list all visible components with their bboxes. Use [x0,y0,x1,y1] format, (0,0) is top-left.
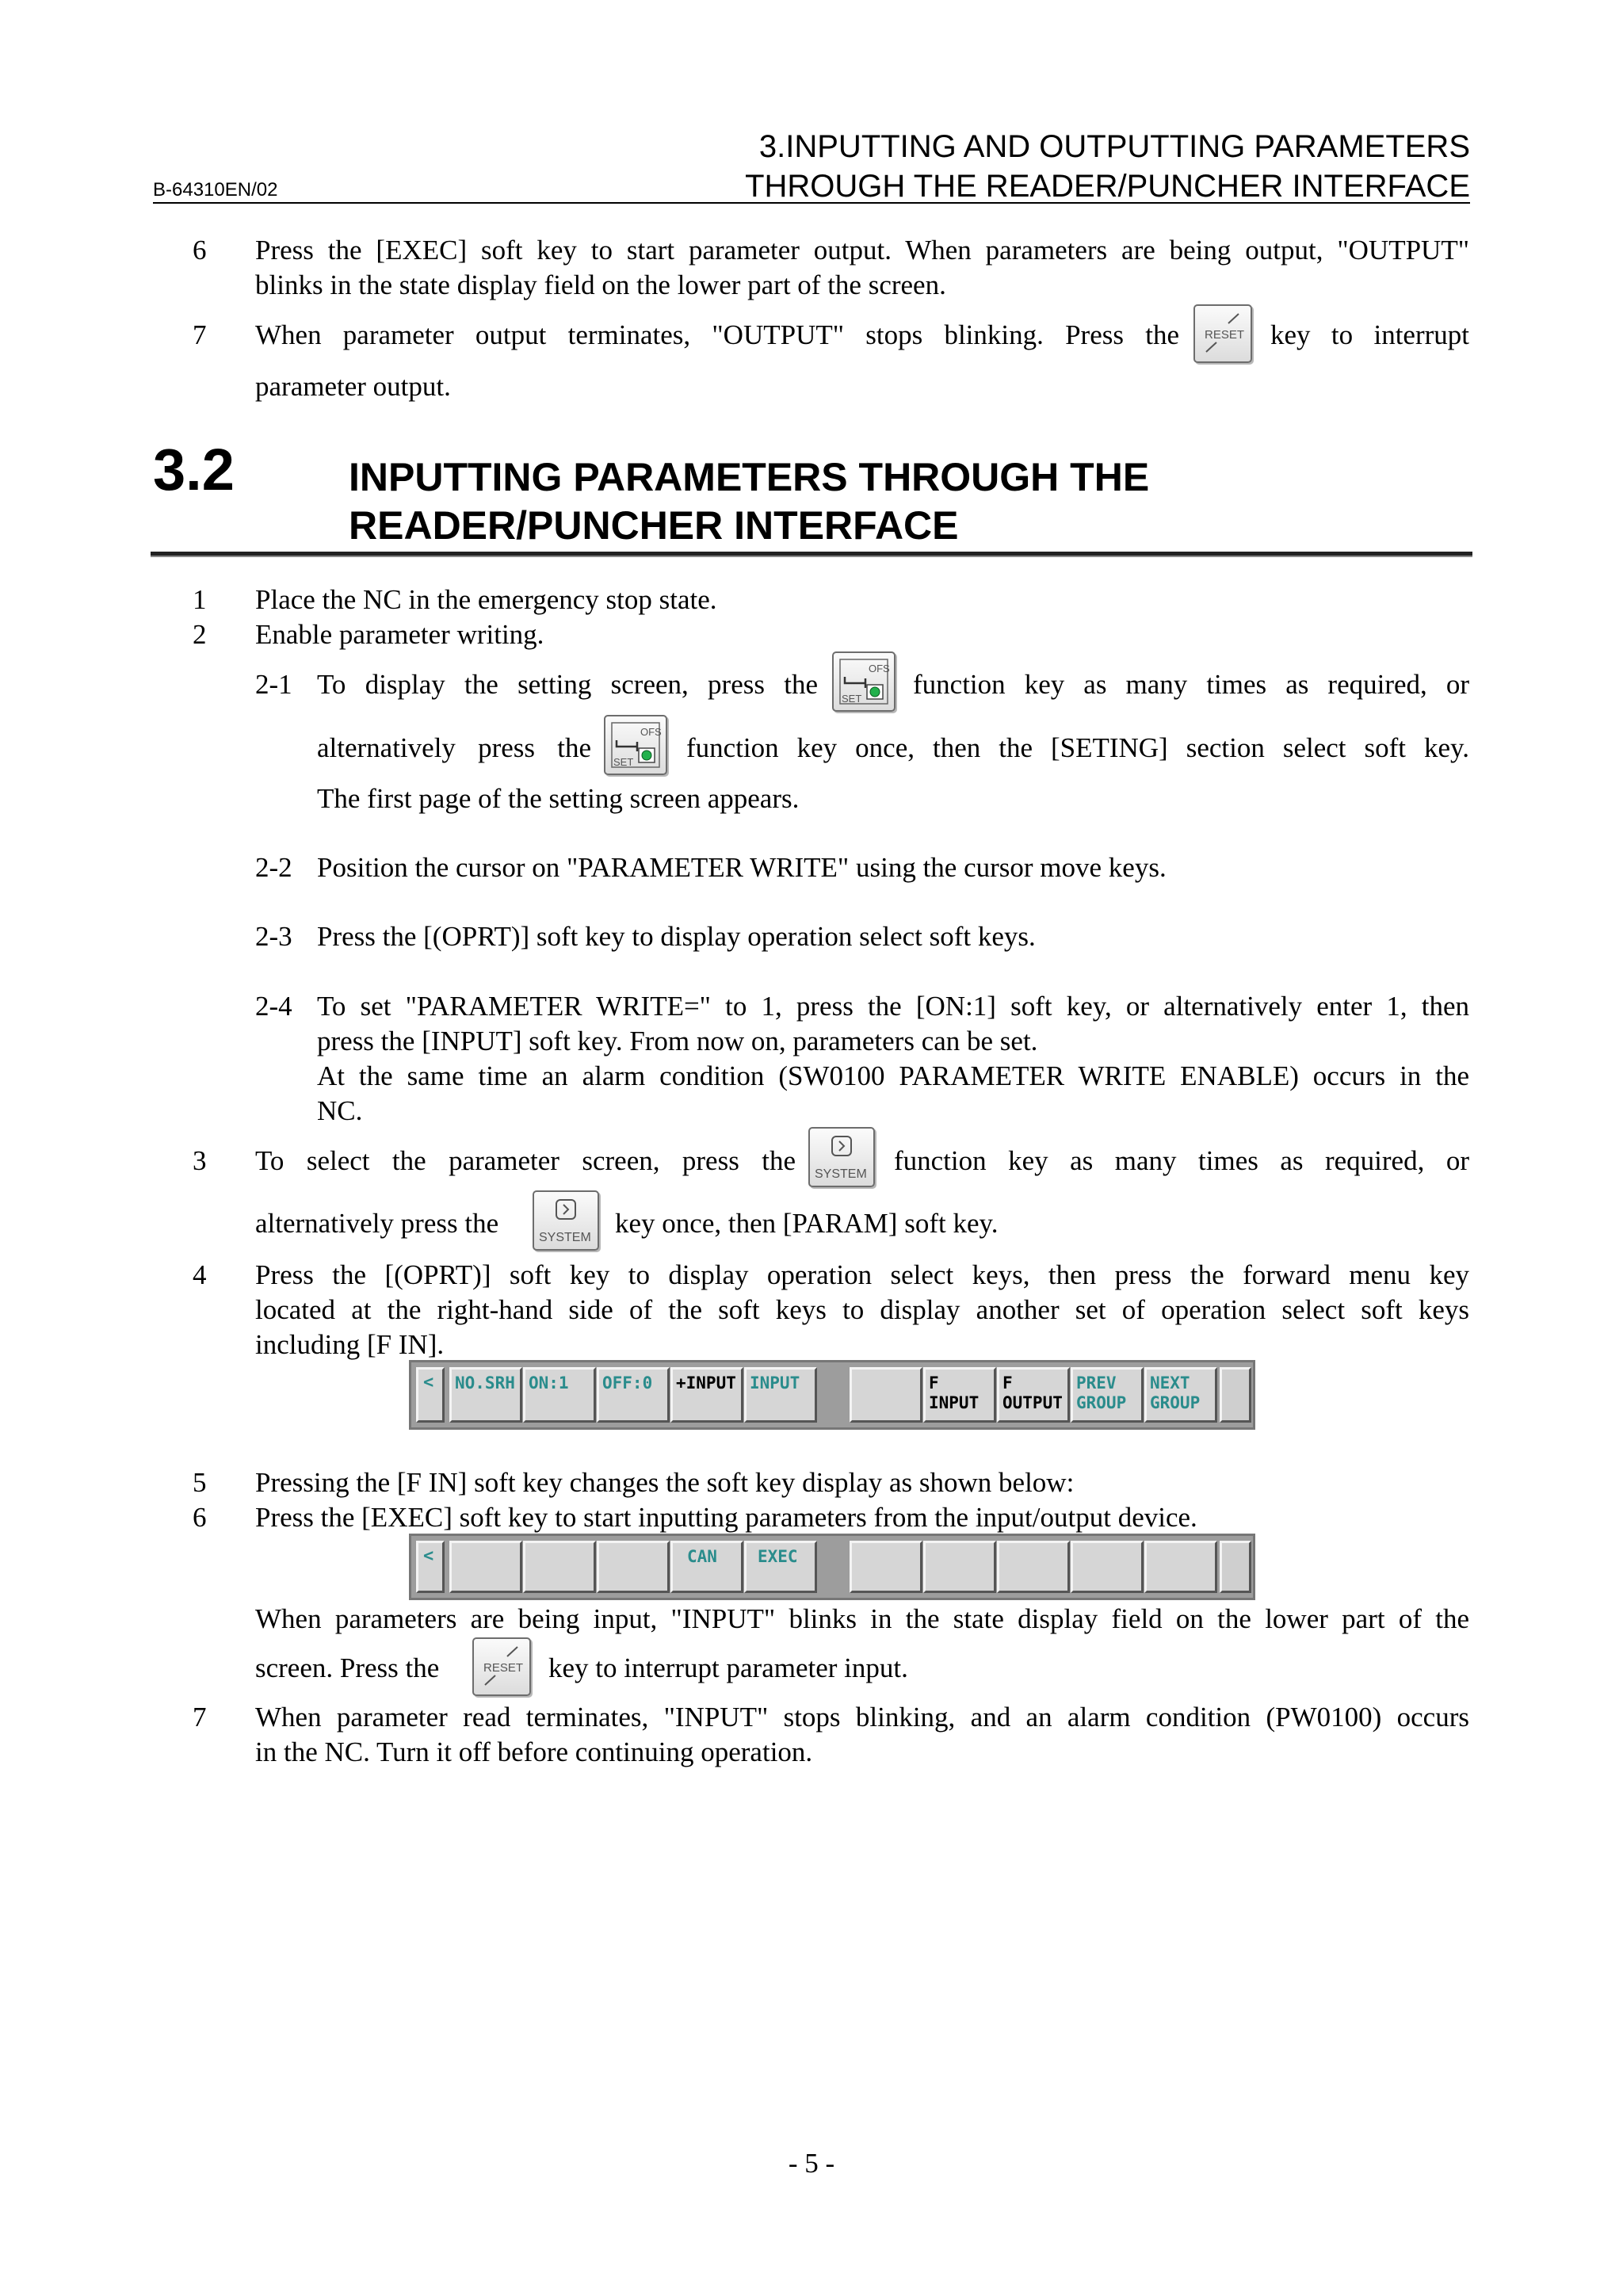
step-1-number: 1 [193,584,207,615]
soft-key-f-input-line2: INPUT [929,1393,980,1412]
prev-step-6-number: 6 [193,235,207,266]
step-1-text: Place the NC in the emergency stop state. [255,584,717,615]
soft-key-blank-4[interactable] [850,1541,922,1593]
soft-key-back-arrow[interactable]: < [416,1367,445,1423]
soft-key-blank-8[interactable] [1144,1541,1217,1593]
document-id: B-64310EN/02 [153,179,278,201]
soft-key-forward-menu[interactable] [1220,1367,1251,1423]
step-2-number: 2 [193,619,207,650]
soft-key-back-arrow-2[interactable]: < [416,1541,445,1593]
step-3-text-after: function key as many times as required, or [894,1145,1469,1176]
step-5-number: 5 [193,1467,207,1498]
soft-key-exec[interactable]: EXEC [744,1541,817,1593]
soft-key-blank-6[interactable] [997,1541,1070,1593]
page-number: - 5 - [788,2148,835,2179]
soft-key-on-1[interactable]: ON:1 [523,1367,596,1423]
svg-text:SYSTEM: SYSTEM [815,1167,867,1181]
soft-key-bar-1 [409,1360,1255,1430]
header-title-line2: THROUGH THE READER/PUNCHER INTERFACE [745,169,1470,204]
soft-key-can[interactable]: CAN [670,1541,743,1593]
ofs-set-key-icon-2 [604,715,667,775]
step-2-text: Enable parameter writing. [255,619,544,650]
soft-key-prev-line2: GROUP [1076,1393,1127,1412]
header-title-line1: 3.INPUTTING AND OUTPUTTING PARAMETERS [758,129,1470,164]
step-3-text: To select the parameter screen, press the [255,1145,796,1176]
step-2-3-text: Press the [(OPRT)] soft key to display operation select soft keys. [317,921,1036,952]
step-6-number: 6 [193,1502,207,1533]
ofs-set-key-icon [832,651,896,712]
prev-step-6-line1: Press the [EXEC] soft key to start parameter output. When parameters are being output, "OUTPUT" [255,235,1469,266]
soft-key-f-output[interactable] [997,1367,1070,1423]
step-3-line2-after: key once, then [PARAM] soft key. [615,1208,999,1239]
svg-text:RESET: RESET [1205,328,1245,342]
section-title-line2: READER/PUNCHER INTERFACE [349,503,959,548]
soft-key-f-output-line2: OUTPUT [1002,1393,1063,1412]
soft-key-f-input[interactable] [923,1367,996,1423]
soft-key-blank-2[interactable] [523,1541,596,1593]
soft-key-forward-menu-2[interactable] [1220,1541,1251,1593]
section-number: 3.2 [153,437,235,502]
soft-key-next-line2: GROUP [1150,1393,1201,1412]
soft-key-plus-input[interactable]: +INPUT [670,1367,743,1423]
svg-text:RESET: RESET [483,1661,524,1675]
step-2-1-text: To display the setting screen, press the [317,669,818,700]
svg-text:OFS: OFS [869,663,890,674]
soft-key-blank-7[interactable] [1071,1541,1144,1593]
prev-step-7-text-after: key to interrupt [1270,319,1469,350]
system-key-icon-2 [533,1190,599,1251]
system-key-icon [808,1127,875,1187]
soft-key-f-output-line1: F [1002,1373,1013,1392]
soft-key-off-0[interactable]: OFF:0 [597,1367,670,1423]
step-6-cont-line2: screen. Press the [255,1652,440,1683]
prev-step-7-number: 7 [193,319,207,350]
soft-key-prev-line1: PREV [1076,1373,1117,1392]
soft-key-no-srh[interactable]: NO.SRH [449,1367,522,1423]
step-6-cont-line1: When parameters are being input, "INPUT" blinks in the state display field on the lower part of the [255,1603,1469,1634]
soft-key-blank-3[interactable] [597,1541,670,1593]
step-4-line1: Press the [(OPRT)] soft key to display operation select keys, then press the forward menu key [255,1259,1469,1290]
soft-key-prev-group[interactable] [1071,1367,1144,1423]
step-2-4-line4: NC. [317,1095,363,1126]
soft-key-input[interactable]: INPUT [744,1367,817,1423]
step-2-4-line1: To set "PARAMETER WRITE=" to 1, press the [ON:1] soft key, or alternatively enter 1, then [317,991,1469,1022]
step-4-number: 4 [193,1259,207,1290]
soft-key-bar-2 [409,1534,1255,1600]
step-3-number: 3 [193,1145,207,1176]
step-7-line1: When parameter read terminates, "INPUT" stops blinking, and an alarm condition (PW0100) occurs [255,1702,1469,1733]
step-4-line3: including [F IN]. [255,1329,445,1360]
step-6-text: Press the [EXEC] soft key to start inputting parameters from the input/output device. [255,1502,1197,1533]
step-2-4-line2: press the [INPUT] soft key. From now on, parameters can be set. [317,1026,1038,1056]
reset-key-icon-2 [472,1637,531,1696]
step-7-line2: in the NC. Turn it off before continuing operation. [255,1736,813,1767]
step-5-text: Pressing the [F IN] soft key changes the soft key display as shown below: [255,1467,1075,1498]
prev-step-7-line2: parameter output. [255,371,451,402]
svg-text:OFS: OFS [640,726,662,738]
soft-key-blank-5[interactable] [923,1541,996,1593]
step-7-number: 7 [193,1702,207,1733]
step-2-1-text-after: function key as many times as required, or [913,669,1469,700]
running-header-title [745,127,1470,206]
step-2-1-line2: alternatively press the [317,732,591,763]
step-4-line2: located at the right-hand side of the soft keys to display another set of operation select soft keys [255,1294,1469,1325]
step-2-1-line2-after: function key once, then the [SETING] section select soft key. [686,732,1469,763]
soft-key-blank-1[interactable] [449,1541,522,1593]
section-title [349,453,1149,550]
step-2-1-line3: The first page of the setting screen appears. [317,783,800,814]
header-rule [153,202,1470,204]
step-2-2-text: Position the cursor on "PARAMETER WRITE" using the cursor move keys. [317,852,1167,883]
soft-key-f-input-line1: F [929,1373,939,1392]
step-2-2-number: 2-2 [255,852,292,883]
section-title-line1: INPUTTING PARAMETERS THROUGH THE [349,455,1150,499]
step-2-1-number: 2-1 [255,669,292,700]
step-2-4-number: 2-4 [255,991,292,1022]
prev-step-7-text: When parameter output terminates, "OUTPUT" stops blinking. Press the [255,319,1179,350]
svg-text:SET: SET [613,756,634,768]
reset-key-icon [1193,304,1252,363]
svg-text:SYSTEM: SYSTEM [539,1231,591,1244]
step-3-line2: alternatively press the [255,1208,499,1239]
soft-key-next-line1: NEXT [1150,1373,1190,1392]
step-6-cont-line2-after: key to interrupt parameter input. [548,1652,908,1683]
step-2-3-number: 2-3 [255,921,292,952]
prev-step-6-line2: blinks in the state display field on the lower part of the screen. [255,269,946,300]
soft-key-next-group[interactable] [1144,1367,1217,1423]
svg-text:SET: SET [842,693,862,705]
soft-key-empty[interactable] [850,1367,922,1423]
step-2-4-line3: At the same time an alarm condition (SW0100 PARAMETER WRITE ENABLE) occurs in the [317,1060,1469,1091]
section-rule [151,552,1472,557]
